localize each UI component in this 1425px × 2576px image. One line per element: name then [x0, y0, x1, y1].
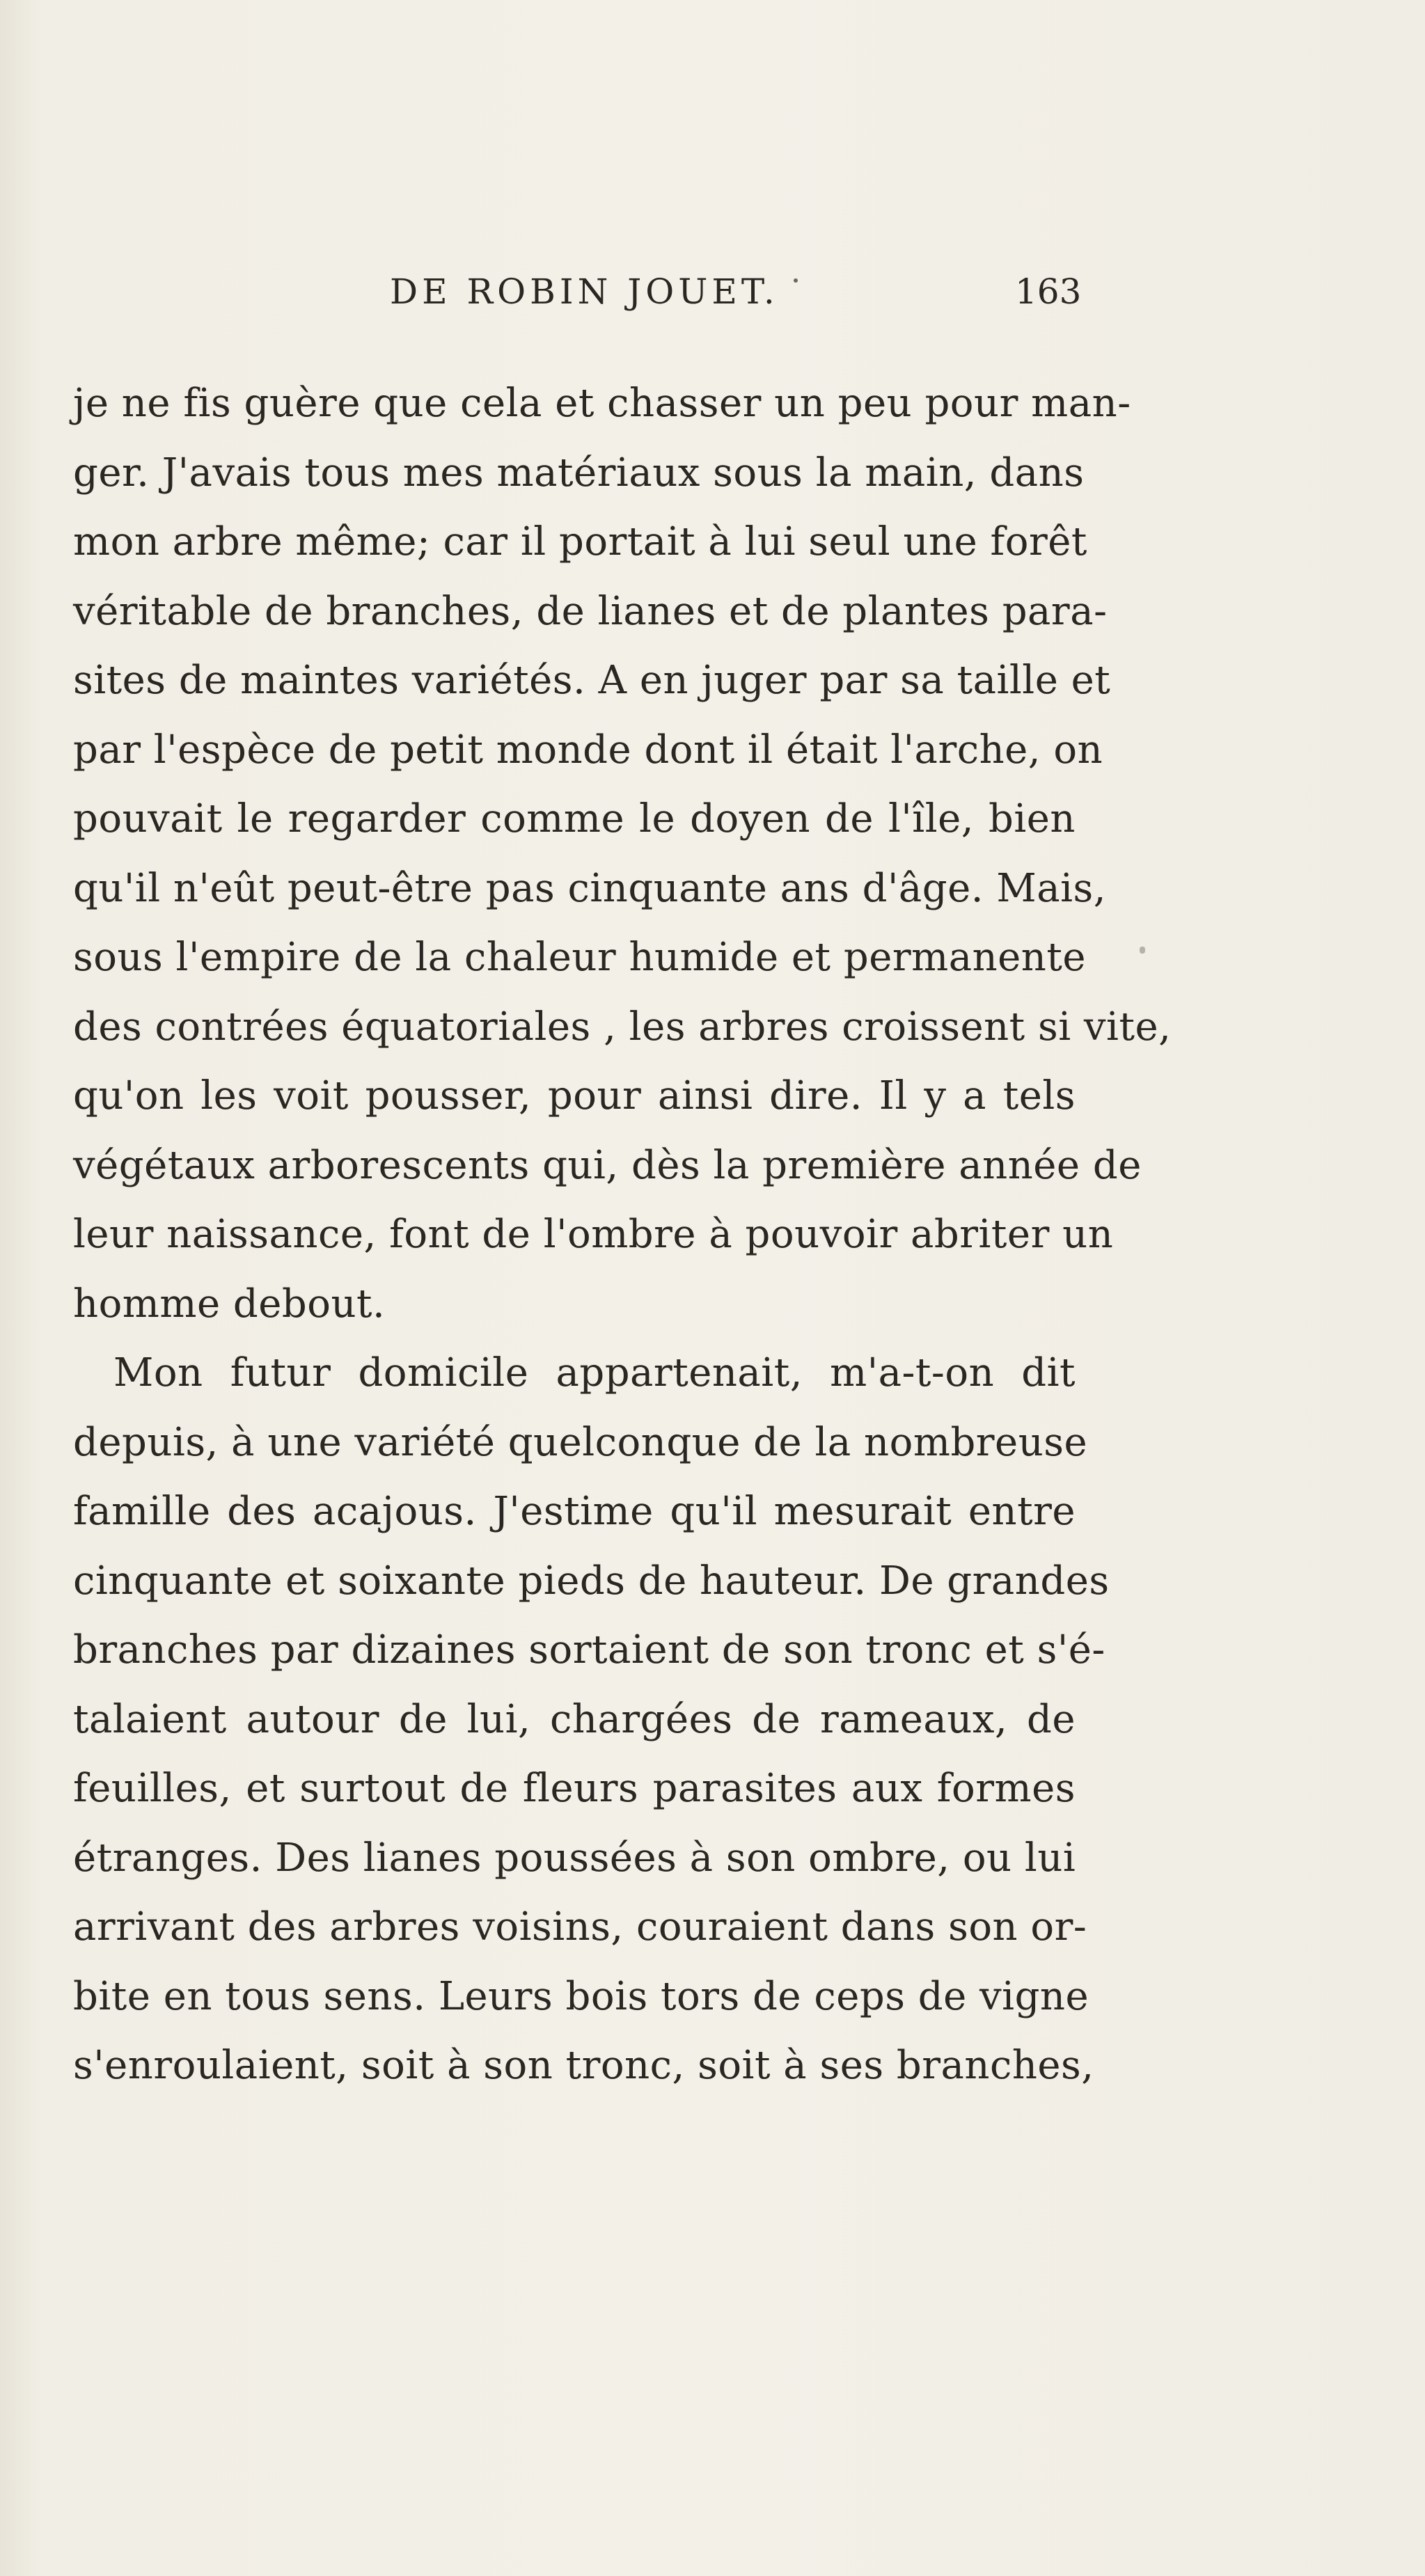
text-line: Mon futur domicile appartenait, m'a-t-on dit	[113, 1350, 1076, 1396]
text-line: homme debout.	[73, 1281, 386, 1327]
text-line: végétaux arborescents qui, dès la première année de	[73, 1142, 1142, 1188]
text-line: branches par dizaines sortaient de son tronc et s'é-	[73, 1627, 1105, 1673]
text-line: talaient autour de lui, chargées de rameaux, de	[73, 1696, 1076, 1742]
ink-speck	[794, 278, 798, 283]
text-line: feuilles, et surtout de fleurs parasites aux formes	[73, 1766, 1076, 1811]
text-line: sous l'empire de la chaleur humide et permanente	[73, 935, 1087, 980]
text-line: qu'il n'eût peut-être pas cinquante ans d'âge. Mais,	[73, 865, 1107, 911]
text-line: qu'on les voit pousser, pour ainsi dire. Il y a tels	[73, 1073, 1076, 1119]
paragraph-1	[73, 369, 1172, 1338]
text-line: pouvait le regarder comme le doyen de l'île, bien	[73, 796, 1076, 841]
text-line: sites de maintes variétés. A en juger par sa taille et	[73, 658, 1111, 703]
text-line: mon arbre même; car il portait à lui seul une forêt	[73, 519, 1087, 564]
text-line: cinquante et soixante pieds de hauteur. De grandes	[73, 1558, 1110, 1604]
text-line: s'enroulaient, soit à son tronc, soit à ses branches,	[73, 2043, 1094, 2088]
text-line: ger. J'avais tous mes matériaux sous la main, dans	[73, 450, 1085, 496]
text-line: arrivant des arbres voisins, couraient dans son or-	[73, 1904, 1087, 1950]
margin-mark	[1140, 947, 1145, 954]
text-line: je ne fis guère que cela et chasser un peu pour man-	[73, 381, 1131, 426]
text-line: depuis, à une variété quelconque de la nombreuse	[73, 1419, 1088, 1465]
text-line: par l'espèce de petit monde dont il était l'arche, on	[73, 727, 1103, 773]
text-line: leur naissance, font de l'ombre à pouvoir abriter un	[73, 1212, 1114, 1257]
text-line: famille des acajous. J'estime qu'il mesurait entre	[73, 1489, 1076, 1534]
text-line: véritable de branches, de lianes et de plantes para-	[73, 588, 1108, 634]
paragraph-2	[73, 1338, 1110, 2101]
text-line: des contrées équatoriales , les arbres croissent si vite,	[73, 1004, 1172, 1050]
page-number: 163	[1015, 271, 1082, 312]
body-text	[73, 369, 1172, 2101]
running-head: DE ROBIN JOUET.	[390, 271, 779, 312]
text-line: étranges. Des lianes poussées à son ombre, ou lui	[73, 1835, 1076, 1881]
text-line: bite en tous sens. Leurs bois tors de ceps de vigne	[73, 1973, 1089, 2019]
